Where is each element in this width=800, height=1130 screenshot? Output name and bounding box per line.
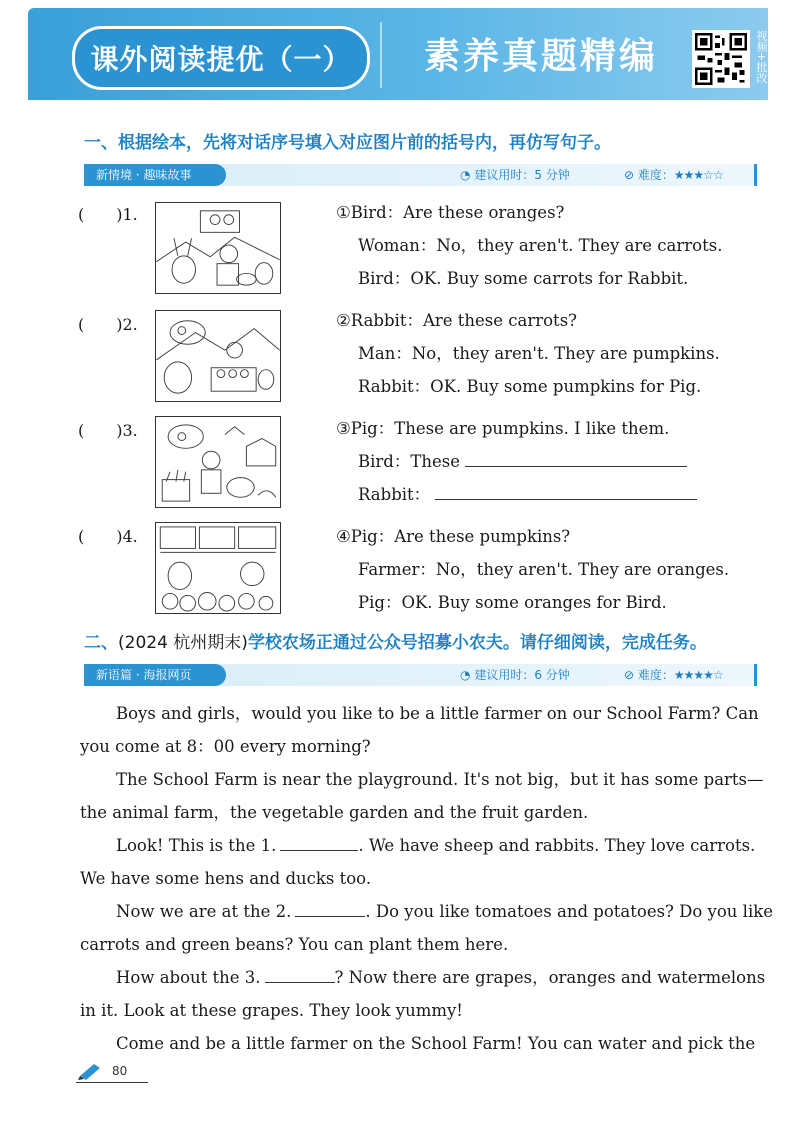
section1-difficulty: ⊘ 难度：★★★☆☆: [624, 168, 723, 182]
fill-blank-bird[interactable]: [465, 452, 687, 467]
dialogue-3: [336, 412, 697, 511]
difficulty-stars: ★★★★☆: [673, 668, 723, 682]
banner-title-box: [72, 26, 370, 90]
dialogue-line: Bird：OK. Buy some carrots for Rabbit.: [358, 269, 689, 288]
dialogue-4: [336, 520, 729, 619]
section2-info-bar: [84, 664, 757, 686]
passage-line-blank-3: How about the 3. ? Now there are grapes，oranges and watermelons: [116, 968, 766, 987]
section2-source: (2024 杭州期末): [118, 633, 248, 653]
passage-line: Come and be a little farmer on the School Farm! You can water and pick the: [116, 1034, 756, 1053]
section1-tag: 新情境 · 趣味故事: [84, 164, 226, 186]
dialogue-line: Man：No，they aren't. They are pumpkins.: [358, 344, 720, 363]
dialogue-line: Woman：No，they aren't. They are carrots.: [358, 236, 723, 255]
section2-difficulty: ⊘ 难度：★★★★☆: [624, 668, 723, 682]
dialogue-line: Pig：OK. Buy some oranges for Bird.: [358, 593, 667, 612]
dialogue-line: Rabbit：OK. Buy some pumpkins for Pig.: [358, 377, 702, 396]
fill-blank-1[interactable]: [280, 836, 358, 851]
dialogue-line-blank: Bird：These: [336, 445, 697, 478]
section2-time: ◔ 建议用时：6 分钟: [460, 668, 570, 682]
dialogue-1: [336, 196, 722, 295]
section2-tag: 新语篇 · 海报网页: [84, 664, 226, 686]
check-circle-icon: ⊘: [624, 168, 635, 182]
passage-line: in it. Look at these grapes. They look yummy!: [80, 1001, 463, 1020]
fill-blank-rabbit[interactable]: [435, 485, 697, 500]
check-circle-icon: ⊘: [624, 668, 635, 682]
section1-info-bar: [84, 164, 757, 186]
qr-code-icon[interactable]: [692, 30, 750, 88]
item-label-3[interactable]: ( )3.: [78, 421, 138, 440]
clock-icon: ◔: [460, 668, 471, 682]
section2-heading: 二、(2024 杭州期末)学校农场正通过公众号招募小农夫。请仔细阅读，完成任务。: [84, 633, 707, 653]
passage-line: you come at 8：00 every morning?: [80, 737, 371, 756]
footer-divider: [76, 1082, 148, 1083]
passage-line-blank-2: Now we are at the 2. . Do you like tomatoes and potatoes? Do you like: [116, 902, 773, 921]
dialogue-line: ③Pig：These are pumpkins. I like them.: [336, 419, 670, 438]
banner-subtitle: 素养真题精编: [424, 36, 659, 77]
dialogue-line: ④Pig：Are these pumpkins?: [336, 527, 571, 546]
section1-heading: 一、根据绘本，先将对话序号填入对应图片前的括号内，再仿写句子。: [84, 133, 611, 153]
fill-blank-3[interactable]: [265, 968, 335, 983]
dialogue-2: [336, 304, 720, 403]
fill-blank-2[interactable]: [295, 902, 365, 917]
header-banner: [28, 8, 768, 100]
section1-time: ◔ 建议用时：5 分钟: [460, 168, 570, 182]
dialogue-line: ①Bird：Are these oranges?: [336, 203, 565, 222]
passage-line: We have some hens and ducks too.: [80, 869, 372, 888]
reading-passage: [80, 697, 773, 1060]
passage-line-blank-1: Look! This is the 1. . We have sheep and rabbits. They love carrots.: [116, 836, 756, 855]
page-number: 80: [112, 1064, 128, 1078]
passage-line: the animal farm，the vegetable garden and the fruit garden.: [80, 803, 589, 822]
passage-line: The School Farm is near the playground. It's not big，but it has some parts—: [116, 770, 764, 789]
dialogue-line: Farmer：No，they aren't. They are oranges.: [358, 560, 730, 579]
clock-icon: ◔: [460, 168, 471, 182]
item-label-2[interactable]: ( )2.: [78, 315, 138, 334]
difficulty-stars: ★★★☆☆: [673, 168, 723, 182]
qr-side-text: 视频+批改: [755, 30, 768, 84]
passage-line: carrots and green beans? You can plant them here.: [80, 935, 509, 954]
picture-1-bird-woman-carrots: [155, 202, 281, 294]
banner-divider: [380, 22, 382, 88]
dialogue-line: ②Rabbit：Are these carrots?: [336, 311, 578, 330]
picture-4-pig-farmer-oranges: [155, 522, 281, 614]
item-label-4[interactable]: ( )4.: [78, 527, 138, 546]
item-label-1[interactable]: ( )1.: [78, 205, 138, 224]
picture-3-pig-pumpkins: [155, 416, 281, 508]
pencil-icon: [78, 1062, 104, 1080]
dialogue-line-blank: Rabbit：: [336, 478, 697, 511]
passage-line: Boys and girls，would you like to be a little farmer on our School Farm? Can: [116, 704, 759, 723]
banner-title: 课外阅读提优（一）: [90, 43, 352, 76]
picture-2-rabbit-man-pumpkins: [155, 310, 281, 402]
